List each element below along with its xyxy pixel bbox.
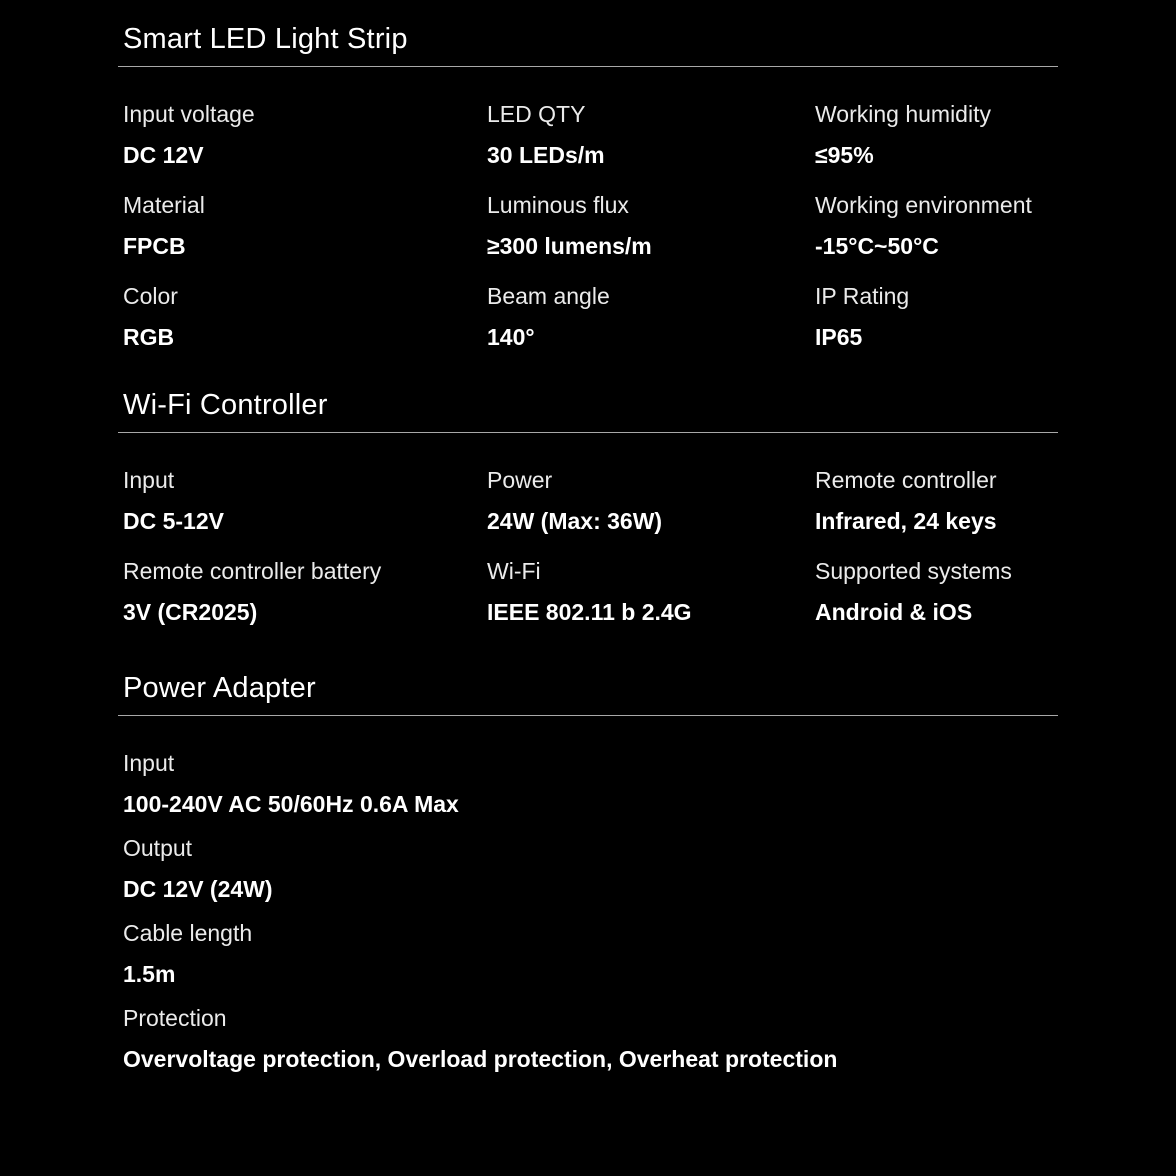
spec-value: Overvoltage protection, Overload protection, Overheat protection — [123, 1046, 838, 1072]
spec-beam-angle — [487, 281, 815, 352]
spec-label: Wi-Fi — [487, 558, 541, 584]
spec-label: LED QTY — [487, 101, 586, 127]
spec-remote-controller — [815, 465, 1063, 536]
spec-label: Material — [123, 192, 205, 218]
section-title-power-adapter: Power Adapter — [118, 671, 1058, 716]
spec-led-qty — [487, 99, 815, 170]
spec-value: 3V (CR2025) — [123, 599, 258, 625]
section-led-strip — [118, 22, 1058, 372]
spec-value: Android & iOS — [815, 599, 973, 625]
spec-label: Supported systems — [815, 558, 1012, 584]
spec-value: DC 5-12V — [123, 508, 224, 534]
spec-label: Remote controller battery — [123, 558, 382, 584]
spec-label: Protection — [123, 1005, 227, 1031]
spec-grid-wifi-controller — [118, 433, 1058, 647]
spec-supported-systems — [815, 556, 1063, 627]
spec-material — [123, 190, 487, 261]
spec-grid-led-strip — [118, 67, 1058, 372]
spec-value: 30 LEDs/m — [487, 142, 605, 168]
spec-label: Power — [487, 467, 553, 493]
spec-working-humidity — [815, 99, 1063, 170]
spec-controller-input — [123, 465, 487, 536]
spec-label: Input — [123, 750, 175, 776]
section-title-led-strip: Smart LED Light Strip — [118, 22, 1058, 67]
section-power-adapter — [118, 671, 1058, 1088]
spec-label: Input — [123, 467, 175, 493]
spec-label: Luminous flux — [487, 192, 629, 218]
spec-adapter-output — [123, 833, 1058, 904]
spec-grid-power-adapter — [118, 716, 1058, 1088]
spec-value: IP65 — [815, 324, 863, 350]
spec-value: 140° — [487, 324, 535, 350]
spec-value: IEEE 802.11 b 2.4G — [487, 599, 692, 625]
spec-value: DC 12V (24W) — [123, 876, 273, 902]
spec-adapter-input — [123, 748, 1058, 819]
spec-value: FPCB — [123, 233, 186, 259]
spec-ip-rating — [815, 281, 1063, 352]
section-wifi-controller — [118, 388, 1058, 647]
spec-label: Output — [123, 835, 193, 861]
spec-value: ≤95% — [815, 142, 874, 168]
spec-remote-controller-battery — [123, 556, 487, 627]
spec-label: Remote controller — [815, 467, 997, 493]
spec-working-environment — [815, 190, 1063, 261]
spec-value: 24W (Max: 36W) — [487, 508, 663, 534]
spec-value: 1.5m — [123, 961, 176, 987]
spec-power — [487, 465, 815, 536]
spec-luminous-flux — [487, 190, 815, 261]
spec-wifi — [487, 556, 815, 627]
spec-label: Working humidity — [815, 101, 991, 127]
spec-value: Infrared, 24 keys — [815, 508, 997, 534]
spec-value: 100-240V AC 50/60Hz 0.6A Max — [123, 791, 459, 817]
spec-label: Cable length — [123, 920, 253, 946]
spec-value: DC 12V — [123, 142, 204, 168]
spec-protection — [123, 1003, 1058, 1074]
spec-label: IP Rating — [815, 283, 910, 309]
spec-label: Color — [123, 283, 178, 309]
spec-color — [123, 281, 487, 352]
spec-label: Working environment — [815, 192, 1032, 218]
section-title-wifi-controller: Wi-Fi Controller — [118, 388, 1058, 433]
spec-label: Beam angle — [487, 283, 610, 309]
spec-value: -15°C~50°C — [815, 233, 939, 259]
spec-input-voltage — [123, 99, 487, 170]
spec-value: ≥300 lumens/m — [487, 233, 652, 259]
spec-value: RGB — [123, 324, 175, 350]
spec-cable-length — [123, 918, 1058, 989]
spec-label: Input voltage — [123, 101, 255, 127]
